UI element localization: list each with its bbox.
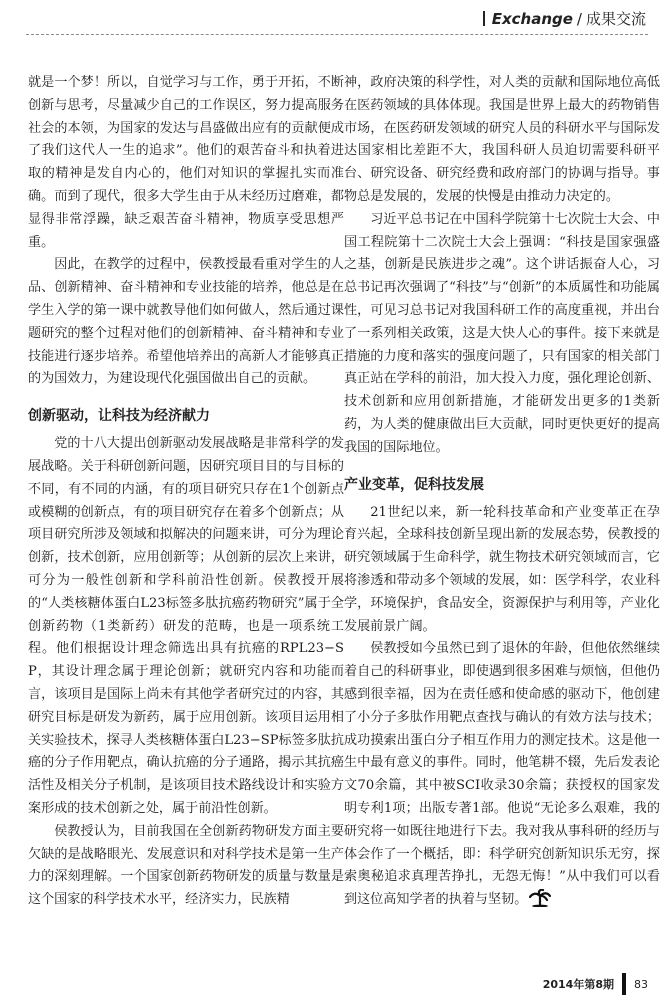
header-section: Exchange — [491, 9, 573, 28]
paragraph-text: 就是一个梦！所以，自觉学习与工作，勇于开拓，不断创新与思考，尽量减少自己的工作误区，努力提高服务社会的本领，为国家的发达与昌盛做出应有的贡献便成了我们这代人一生的追求”。他们的艰苦奋斗和执着进取的精神是发自内心的，他们对知识的掌握扎实而准确。而到了现代，很多大学生由于从未经历过磨难，都显得非常浮躁，缺乏艰苦奋斗精神，物质享受思想严重。 — [28, 75, 344, 250]
header-title: 成果交流 — [585, 10, 646, 28]
header-separator: / — [576, 9, 582, 28]
paragraph — [344, 502, 660, 639]
paragraph-text: 党的十八大提出创新驱动发展战略是非常科学的发展战略。关于科研创新问题，因研究项目目的与目标的不同，有不同的内涵，有的项目研究只存在1个创新点或模糊的创新点，有的项目研究存在着多个创新点；从项目研究所涉及领域和拟解决的问题来讲，可分为理论创新，技术创新，应用创新等；从创新的层次上来讲，可分为一般性创新和学科前沿性创新。侯教授开展的“人类核糖体蛋白L23标签多肽抗癌药物研究”属于全创新药物（1类新药）研发的范畴，也是一项系统工程。他们根据设计理念筛选出具有抗癌的RPL23−SP，其设计理念属于理论创新；就研究内容和功能而言，该项目是国际上尚未有其他学者研究过的内容，其研究目标是研发为新药，属于应用创新。该项目运用相关实验技术，探寻人类核糖体蛋白L23−SP标签多肽抗癌的分子作用靶点，确认抗癌的分子通路，揭示其抗癌活性及相关分子机制，是该项目技术路线设计和实验方案形成的技术创新之处，属于前沿性创新。 — [28, 436, 344, 816]
paragraph — [28, 72, 344, 254]
paragraph — [344, 209, 660, 460]
footer-bar — [622, 973, 626, 995]
issue-label: 2014年第8期 — [542, 978, 614, 991]
paragraph — [28, 433, 344, 821]
paragraph-text: 21世纪以来，新一轮科技革命和产业变革正在孕育兴起，全球科技创新呈现出新的发展态势，侯教授的研究领域属于生命科学，就生物技术研究领域而言，它将渗透和带动多个领域的发展，如：医学科学，农业科学，环境保护，食品安全，资源保护与利用等，产业化发展前景广阔。 — [344, 504, 660, 634]
paragraph — [28, 821, 344, 912]
section-heading — [28, 403, 344, 429]
heading-text: 产业变革，促科技发展 — [344, 476, 484, 493]
right-column — [344, 72, 660, 912]
paragraph — [28, 254, 344, 391]
page-number: 83 — [634, 977, 648, 991]
paragraph-text: 神，政府决策的科学性，对人类的贡献和国际地位高低在医药领域的具体体现。我国是世界上最大的药物销售市场，在医药研发领域的研究人员的科研水平与国际发达国家相比差距不大，我国科研人员迫切需要科研平台、研究设备、研究经费和政府部门的协调与指导。事物总是发展的，发展的快慢是由推动力决定的。 — [344, 75, 660, 204]
paragraph-text: 侯教授认为，目前我国在全创新药物研发方面主要欠缺的是战略眼光、发展意识和对科学技术是第一生产力的深刻理解。一个国家创新药物研发的质量与数量是这个国家的科学技术水平，经济实力，民族精 — [28, 823, 344, 908]
paragraph-text: 因此，在教学的过程中，侯教授最看重对学生的人品、创新精神、奋斗精神和专业技能的培养，他总是在学生入学的第一课中就教导他们如何做人，然后通过课题研究的整个过程对他们的创新精神、奋斗精神和专业技能进行逐步培养。希望他培养出的高新人才能够真正的为国效力，为建设现代化强国做出自己的贡献。 — [28, 257, 344, 387]
section-heading — [344, 472, 660, 498]
paragraph — [344, 72, 660, 209]
paragraph-text: 侯教授如今虽然已到了退休的年龄，但他依然继续着自己的科研事业，即使遇到很多困难与烦恼，但他仍感到很幸福，因为在责任感和使命感的驱动下，他创建了小分子多肽作用靶点查找与确认的有效方法与技术；成功摸索出蛋白分子相互作用力的测定技术。这是他一生中最有意义的事件。同时，他笔耕不辍，先后发表论文70余篇，其中被SCI收录30余篇；获授权的国家发明专利1项；出版专著1部。他说“无论多么艰难，我的研究将一如既往地进行下去。我对我从事科研的经历与体会作了一个概括，即：科学研究创新知识乐无穷，探索奥秘追求真理苦挣扎，无怨无悔！”从中我们可以看到这位高知学者的执着与坚韧。 — [344, 641, 660, 908]
running-header — [483, 8, 646, 29]
header-divider-bar — [483, 11, 485, 26]
paragraph — [344, 638, 660, 912]
paragraph-text: 习近平总书记在中国科学院第十七次院士大会、中国工程院第十二次院士大会上强调：“科技是国家强盛之基，创新是民族进步之魂”。这个讲话振奋人心，习总书记再次强调了“科技”与“创新”的本质属性和功能属性，可见习总书记对我国科研工作的高度重视，并出台了一系列相关政策，这是大快人心的事件。接下来就是措施的力度和落实的强度问题了，只有国家的相关部门真正站在学科的前沿，加大投入力度，强化理论创新、技术创新和应用创新措施，才能研发出更多的1类新药，为人类的健康做出巨大贡献，同时更快更好的提高我国的国际地位。 — [344, 211, 660, 455]
header-rule — [26, 34, 648, 35]
heading-text: 创新驱动，让科技为经济献力 — [28, 408, 210, 425]
page-footer — [543, 973, 648, 995]
left-column — [28, 72, 344, 912]
article-end-icon — [529, 889, 551, 907]
